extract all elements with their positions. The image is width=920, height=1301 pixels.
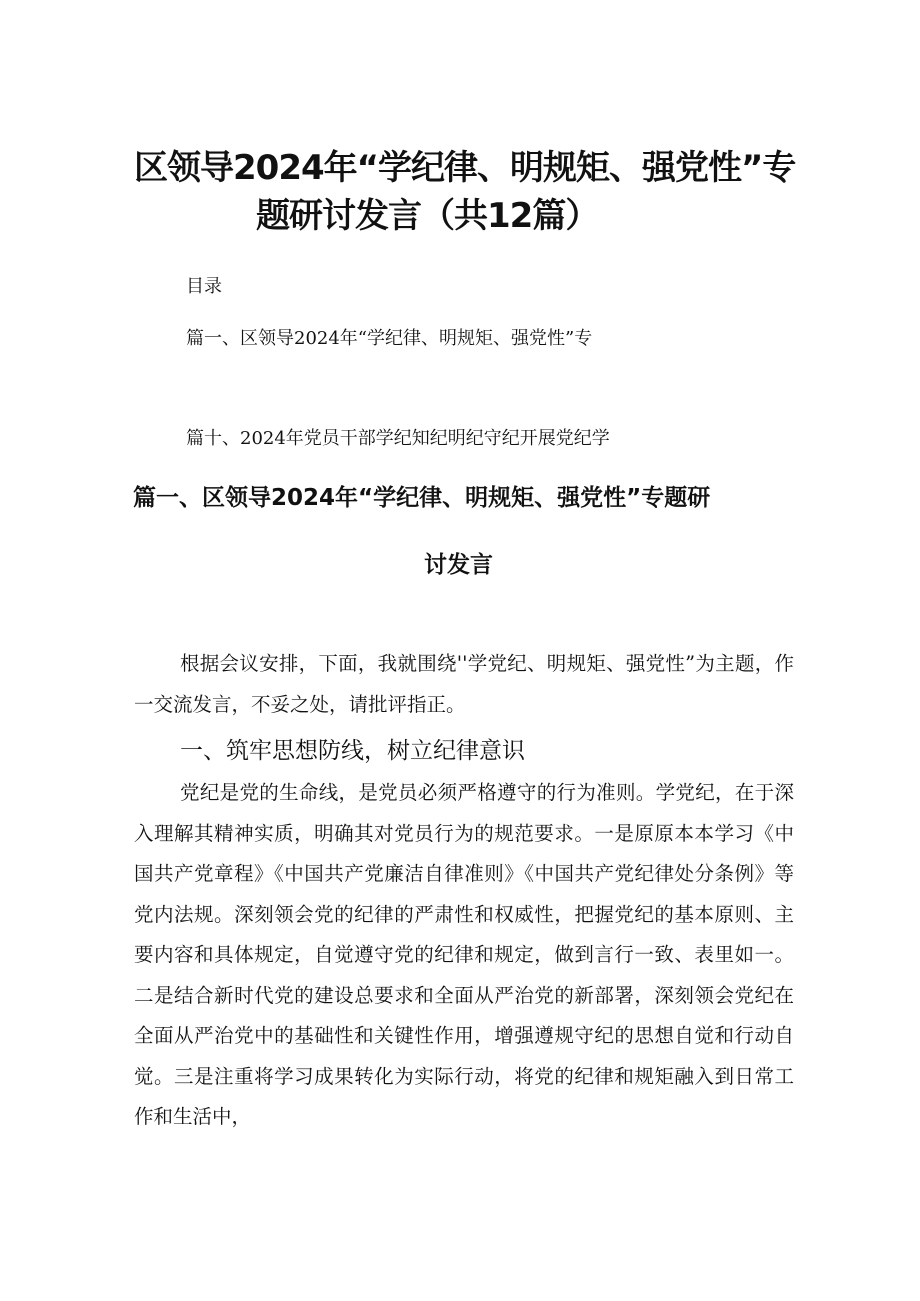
toc-item-10[interactable]: 篇十、2024年党员干部学纪知纪明纪守纪开展党纪学 [186, 428, 610, 449]
body-paragraph-1: 党纪是党的生命线，是党员必须严格遵守的行为准则。学党纪，在于深入理解其精神实质，明确其对党员行为的规范要求。一是原原本本学习《中国共产党章程》《中国共产党廉洁自律准则》《中国共产党纪律处分条例》等党内法规。深刻领会党的纪律的严肃性和权威性，把握党纪的基本原则、主要内容和具体规定，自觉遵守党的纪律和规定，做到言行一致、表里如一。二是结合新时代党的建设总要求和全面从严治党的新部署，深刻领会党纪在全面从严治党中的基础性和关键性作用，增强遵规守纪的思想自觉和行动自觉。三是注重将学习成果转化为实际行动，将党的纪律和规矩融入到日常工作和生活中， [134, 781, 794, 1128]
document-title-line-1: 区领导2024年“学纪律、明规矩、强党性”专 [134, 148, 796, 188]
section-title-line-2: 讨发言 [424, 552, 493, 578]
section-title-line-1: 篇一、区领导2024年“学纪律、明规矩、强党性”专题研 [133, 485, 711, 511]
toc-item-1[interactable]: 篇一、区领导2024年“学纪律、明规矩、强党性”专 [186, 328, 593, 349]
toc-heading: 目录 [186, 276, 222, 297]
document-title-line-2: 题研讨发言（共12篇） [256, 196, 599, 236]
intro-paragraph: 根据会议安排，下面，我就围绕''学党纪、明规矩、强党性”为主题，作一交流发言，不妥之处，请批评指正。 [134, 652, 794, 716]
subheading-1: 一、筑牢思想防线，树立纪律意识 [180, 738, 525, 764]
